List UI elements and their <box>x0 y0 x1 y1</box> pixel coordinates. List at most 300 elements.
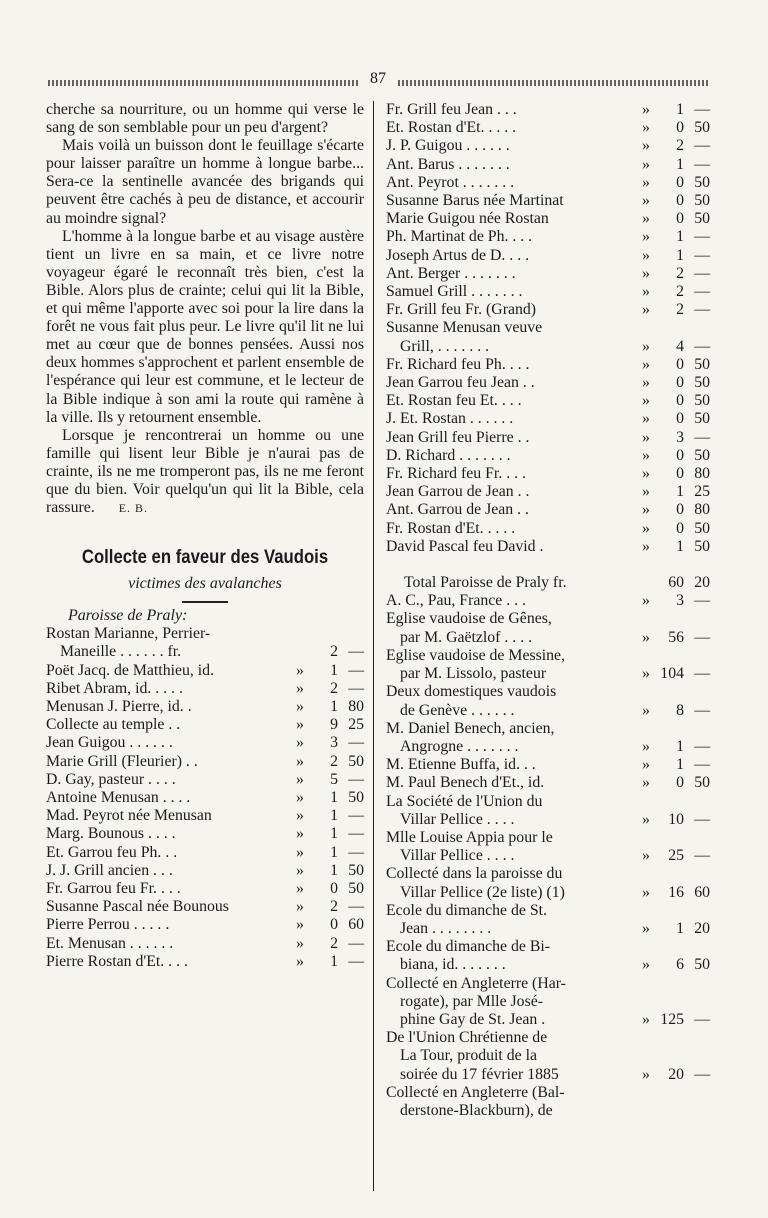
amount-centimes: 50 <box>348 752 364 770</box>
paragraph: L'homme à la longue barbe et au visage austère tient un livre en sa main, et ce livre notre voyageur égaré le reconnaît très bien, c'est la Bible. Alors plus de crainte; celui qui lit la Bible, et qui même l'apporte avec soi pour la lire dans la forêt ne vous fait plus peur. Le livre qu'il lit ne lui met au cœur que de bonnes pensées. Aussi nos deux hommes s'approchent et parlent ensemble de l'espérance qui leur est commune, et le lecteur de la Bible indique à son ami la route qui ramène à la ville. Ils y retournent ensemble. <box>46 227 364 426</box>
ditto-mark: » <box>296 880 304 897</box>
ditto-mark: » <box>296 825 304 843</box>
donor-name: J. J. Grill ancien . . . <box>46 861 173 879</box>
amount-centimes: — <box>694 246 710 264</box>
donor-name: A. C., Pau, France . . . <box>386 592 526 610</box>
donation-row <box>386 137 710 155</box>
ditto-mark: » <box>296 697 304 715</box>
donation-row <box>386 683 710 701</box>
donation-row <box>386 702 710 720</box>
donation-row <box>386 356 710 374</box>
amount-francs: 1 <box>676 246 684 264</box>
donation-row <box>386 829 710 847</box>
amount-centimes: — <box>348 661 364 679</box>
donor-name: De l'Union Chrétienne de <box>386 1029 548 1047</box>
donor-name: Maneille . . . . . . fr. <box>60 643 182 661</box>
donor-name: Et. Garrou feu Ph. . . <box>46 843 178 861</box>
ditto-mark: » <box>296 734 304 752</box>
amount-francs: 1 <box>676 919 684 937</box>
donor-name: Villar Pellice (2e liste) (1) <box>400 883 565 901</box>
paragraph: cherche sa nourriture, ou un homme qui verse le sang de son semblable pour un peu d'argent? <box>46 101 364 137</box>
amount-centimes: 25 <box>348 716 364 734</box>
amount-francs: 1 <box>330 807 338 825</box>
donation-row <box>386 410 710 428</box>
amount-francs: 3 <box>330 734 338 752</box>
ditto-mark: » <box>642 264 650 282</box>
ditto-mark: » <box>642 483 650 501</box>
page-header <box>48 70 708 94</box>
donor-name: phine Gay de St. Jean . <box>400 1010 546 1028</box>
ditto-mark: » <box>642 956 650 974</box>
donor-name: Susanne Barus née Martinat <box>386 192 564 210</box>
donation-row <box>386 592 710 610</box>
donor-name: Joseph Artus de D. . . . <box>386 246 530 264</box>
donation-row <box>46 825 364 843</box>
donor-name: Fr. Grill feu Fr. (Grand) <box>386 301 537 319</box>
amount-centimes: — <box>348 770 364 788</box>
donor-name: Jean . . . . . . . . <box>400 919 492 937</box>
amount-centimes: — <box>694 137 710 155</box>
amount-centimes: 50 <box>694 173 710 191</box>
donor-name: Marie Guigou née Rostan <box>386 210 549 228</box>
amount-francs: 25 <box>668 847 684 865</box>
donation-row <box>46 771 364 789</box>
amount-centimes: 50 <box>348 880 364 897</box>
ditto-mark: » <box>642 155 650 173</box>
amount-centimes: — <box>348 898 364 916</box>
donor-name: Marie Grill (Fleurier) . . <box>46 752 198 770</box>
donor-name: M. Paul Benech d'Et., id. <box>386 774 545 792</box>
amount-francs: 0 <box>676 501 684 519</box>
amount-francs: 2 <box>676 283 684 301</box>
donor-name: Collecté en Angleterre (Har- <box>386 974 566 992</box>
donation-row <box>386 429 710 447</box>
donation-row <box>386 392 710 410</box>
amount-centimes: 50 <box>694 210 710 228</box>
donation-row <box>386 793 710 811</box>
amount-centimes: 50 <box>694 192 710 210</box>
donor-name: Et. Rostan feu Et. . . . <box>386 392 522 410</box>
amount-centimes: — <box>694 228 710 246</box>
donor-name: M. Etienne Buffa, id. . . <box>386 756 536 774</box>
donor-name: Susanne Menusan veuve <box>386 319 543 337</box>
ditto-mark: » <box>642 283 650 301</box>
donation-row <box>46 898 364 916</box>
ditto-mark: » <box>642 192 650 210</box>
donor-name: Eglise vaudoise de Gênes, <box>386 610 552 628</box>
ditto-mark: » <box>296 752 304 770</box>
donor-name: Ecole du dimanche de Bi- <box>386 938 551 956</box>
ditto-mark: » <box>642 774 650 792</box>
amount-centimes: 50 <box>694 410 710 428</box>
amount-centimes: 50 <box>694 374 710 392</box>
donor-name: Mad. Peyrot née Menusan <box>46 807 212 825</box>
donation-row <box>46 734 364 752</box>
donation-row <box>46 716 364 734</box>
donation-row <box>386 156 710 174</box>
amount-centimes: 50 <box>694 392 710 410</box>
amount-centimes: 50 <box>694 446 710 464</box>
amount-centimes: 50 <box>348 788 364 806</box>
donor-name: Et. Rostan d'Et. . . . . <box>386 119 517 137</box>
article-text <box>46 101 364 517</box>
ditto-mark: » <box>296 916 304 934</box>
amount-francs: 2 <box>676 137 684 155</box>
donation-row <box>386 1102 710 1120</box>
donor-name: Rostan Marianne, Perrier- <box>46 625 211 643</box>
donor-name: Ant. Berger . . . . . . . <box>386 264 516 282</box>
left-column <box>46 101 364 971</box>
amount-centimes: — <box>694 1010 710 1028</box>
amount-centimes: — <box>694 301 710 319</box>
amount-francs: 4 <box>676 337 684 355</box>
ditto-mark: » <box>642 173 650 191</box>
amount-centimes: — <box>694 628 710 646</box>
donation-row <box>46 698 364 716</box>
amount-centimes: 80 <box>694 465 710 483</box>
paragraph <box>46 427 364 517</box>
amount-francs: 0 <box>676 374 684 392</box>
amount-centimes: 50 <box>694 537 710 555</box>
donor-name: Pierre Perrou . . . . . <box>46 916 170 934</box>
amount-francs: 0 <box>676 774 684 792</box>
amount-francs: 1 <box>676 228 684 246</box>
amount-francs: 0 <box>676 446 684 464</box>
amount-francs: 1 <box>330 843 338 861</box>
donor-name: Menusan J. Pierre, id. . <box>46 697 192 715</box>
donation-row <box>386 520 710 538</box>
ditto-mark: » <box>642 355 650 373</box>
donor-name: Grill, . . . . . . . <box>400 337 490 355</box>
ditto-mark: » <box>642 501 650 519</box>
amount-centimes: — <box>348 934 364 952</box>
parish-heading: Paroisse de Praly: <box>68 607 188 625</box>
amount-centimes: 80 <box>694 501 710 519</box>
amount-francs: 2 <box>676 301 684 319</box>
amount-francs: 0 <box>676 119 684 137</box>
amount-francs: 0 <box>676 519 684 537</box>
donation-row <box>386 1011 710 1029</box>
right-column <box>386 101 710 1120</box>
amount-centimes: — <box>348 843 364 861</box>
donor-name: La Tour, produit de la <box>400 1047 538 1065</box>
amount-francs: 9 <box>330 716 338 734</box>
ornament-rule-left <box>48 80 358 86</box>
donation-row <box>386 247 710 265</box>
ditto-mark: » <box>642 301 650 319</box>
section-title: Collecte en faveur des Vaudois <box>81 547 329 569</box>
amount-francs: 16 <box>668 883 684 901</box>
amount-francs: 0 <box>676 192 684 210</box>
donor-name: biana, id. . . . . . . <box>400 956 506 974</box>
donor-name: Villar Pellice . . . . <box>400 847 515 865</box>
ditto-mark: » <box>642 592 650 610</box>
donation-row <box>386 920 710 938</box>
amount-centimes: — <box>348 825 364 843</box>
ditto-mark: » <box>642 883 650 901</box>
donor-name: Collecté en Angleterre (Bal- <box>386 1083 565 1101</box>
donor-name: M. Daniel Benech, ancien, <box>386 719 555 737</box>
donor-name: J. Et. Rostan . . . . . . <box>386 410 514 428</box>
donor-name: Fr. Richard feu Ph. . . . <box>386 355 530 373</box>
amount-centimes: 60 <box>694 883 710 901</box>
donation-row <box>386 210 710 228</box>
amount-centimes: — <box>348 734 364 752</box>
donation-row <box>386 647 710 665</box>
donation-row <box>386 1047 710 1065</box>
donation-row <box>46 753 364 771</box>
donation-row <box>386 501 710 519</box>
amount-centimes: 50 <box>694 774 710 792</box>
donor-name: D. Richard . . . . . . . <box>386 446 511 464</box>
amount-francs: 56 <box>668 628 684 646</box>
donor-name: Antoine Menusan . . . . <box>46 788 191 806</box>
donor-name: Fr. Garrou feu Fr. . . . <box>46 880 181 897</box>
amount-centimes: — <box>694 737 710 755</box>
amount-francs: 6 <box>676 956 684 974</box>
amount-centimes: 50 <box>694 119 710 137</box>
donation-row <box>386 1029 710 1047</box>
donation-row <box>386 538 710 556</box>
donor-name: Ant. Peyrot . . . . . . . <box>386 173 515 191</box>
donation-row <box>386 865 710 883</box>
donation-row <box>386 101 710 119</box>
donation-row <box>386 610 710 628</box>
donor-name: Pierre Rostan d'Et. . . . <box>46 952 188 970</box>
amount-francs: 5 <box>330 770 338 788</box>
donor-name: Collecté dans la paroisse du <box>386 865 563 883</box>
donor-name: Angrogne . . . . . . . <box>400 737 519 755</box>
donor-name: Samuel Grill . . . . . . . <box>386 283 523 301</box>
amount-francs: 0 <box>330 880 338 897</box>
donation-row <box>46 625 364 643</box>
section-subtitle: victimes des avalanches <box>128 575 282 593</box>
donation-row <box>46 953 364 971</box>
donor-name: Ribet Abram, id. . . . . <box>46 679 183 697</box>
amount-centimes: — <box>694 1065 710 1083</box>
ditto-mark: » <box>296 861 304 879</box>
ditto-mark: » <box>296 843 304 861</box>
donation-row <box>386 338 710 356</box>
ditto-mark: » <box>642 465 650 483</box>
donor-name: Ecole du dimanche de St. <box>386 901 547 919</box>
amount-francs: 0 <box>676 410 684 428</box>
amount-francs: 1 <box>330 825 338 843</box>
amount-francs: 0 <box>676 173 684 191</box>
paragraph: Mais voilà un buisson dont le feuillage s'écarte pour laisser paraître un homme à longue barbe... Sera-ce la sentinelle avancée des brigands qui peuvent être cachés à peu de distance, et accourir au moindre signal? <box>46 137 364 227</box>
donor-name: Fr. Grill feu Jean . . . <box>386 101 517 118</box>
ditto-mark: » <box>642 446 650 464</box>
amount-centimes: 50 <box>694 355 710 373</box>
amount-centimes: 50 <box>694 519 710 537</box>
amount-francs: 2 <box>330 752 338 770</box>
donation-row <box>386 119 710 137</box>
amount-centimes: 20 <box>694 919 710 937</box>
ditto-mark: » <box>296 788 304 806</box>
amount-francs: 1 <box>676 483 684 501</box>
donation-row <box>386 756 710 774</box>
amount-francs: 125 <box>660 1010 684 1028</box>
amount-centimes: 20 <box>694 574 710 592</box>
donor-name: de Genève . . . . . . <box>400 701 515 719</box>
title-rule <box>182 601 228 603</box>
donor-name: David Pascal feu David . <box>386 537 544 555</box>
ditto-mark: » <box>642 919 650 937</box>
donor-name: Susanne Pascal née Bounous <box>46 898 229 916</box>
donor-name: Jean Grill feu Pierre . . <box>386 428 530 446</box>
column-divider <box>373 101 374 1191</box>
amount-francs: 0 <box>676 392 684 410</box>
donation-row <box>46 643 364 661</box>
donation-row <box>386 993 710 1011</box>
ditto-mark: » <box>642 1010 650 1028</box>
ditto-mark: » <box>642 119 650 137</box>
ditto-mark: » <box>642 701 650 719</box>
ditto-mark: » <box>642 756 650 774</box>
amount-francs: 2 <box>330 679 338 697</box>
amount-francs: 2 <box>676 264 684 282</box>
amount-francs: 2 <box>330 643 338 661</box>
donation-row <box>386 956 710 974</box>
list-spacer <box>386 556 710 574</box>
donation-row <box>386 319 710 337</box>
donor-name: Deux domestiques vaudois <box>386 683 557 701</box>
donor-name: derstone-Blackburn), de <box>400 1101 553 1119</box>
amount-francs: 2 <box>330 898 338 916</box>
ditto-mark: » <box>296 952 304 970</box>
donor-name: Eglise vaudoise de Messine, <box>386 646 565 664</box>
amount-francs: 20 <box>668 1065 684 1083</box>
amount-francs: 1 <box>330 661 338 679</box>
amount-francs: 1 <box>676 737 684 755</box>
donor-name: Collecte au temple . . <box>46 716 181 734</box>
ditto-mark: » <box>642 737 650 755</box>
amount-francs: 60 <box>668 574 684 592</box>
ditto-mark: » <box>642 810 650 828</box>
donor-name: Fr. Rostan d'Et. . . . . <box>386 519 516 537</box>
amount-centimes: — <box>694 428 710 446</box>
ditto-mark: » <box>642 392 650 410</box>
donation-row <box>386 228 710 246</box>
donation-row <box>386 938 710 956</box>
amount-centimes: — <box>694 756 710 774</box>
donation-row <box>386 1084 710 1102</box>
page-number: 87 <box>366 70 390 88</box>
ditto-mark: » <box>642 374 650 392</box>
ditto-mark: » <box>642 428 650 446</box>
donation-row <box>46 862 364 880</box>
donation-row <box>46 680 364 698</box>
amount-francs: 1 <box>330 861 338 879</box>
donation-list-left <box>46 625 364 971</box>
donor-name: rogate), par Mlle José- <box>400 992 543 1010</box>
donor-name: D. Gay, pasteur . . . . <box>46 770 176 788</box>
donor-name: Mlle Louise Appia pour le <box>386 828 553 846</box>
donation-row <box>386 465 710 483</box>
amount-francs: 1 <box>676 756 684 774</box>
amount-centimes: — <box>694 665 710 683</box>
ditto-mark: » <box>642 228 650 246</box>
amount-francs: 0 <box>330 916 338 934</box>
amount-centimes: — <box>694 283 710 301</box>
amount-centimes: — <box>694 592 710 610</box>
donor-name: Ph. Martinat de Ph. . . . <box>386 228 533 246</box>
ditto-mark: » <box>642 519 650 537</box>
amount-francs: 3 <box>676 592 684 610</box>
ditto-mark: » <box>642 847 650 865</box>
donation-row <box>386 447 710 465</box>
amount-centimes: 80 <box>348 697 364 715</box>
donation-row <box>46 789 364 807</box>
donation-row <box>386 301 710 319</box>
donation-row <box>386 483 710 501</box>
donor-name: Jean Garrou de Jean . . <box>386 483 530 501</box>
amount-francs: 0 <box>676 465 684 483</box>
amount-centimes: — <box>694 101 710 118</box>
amount-francs: 10 <box>668 810 684 828</box>
ditto-mark: » <box>296 716 304 734</box>
donor-name: Ant. Barus . . . . . . . <box>386 155 510 173</box>
donor-name: par M. Gaëtzlof . . . . <box>400 628 533 646</box>
ornament-rule-right <box>398 80 708 86</box>
donation-row <box>386 738 710 756</box>
donation-row <box>46 844 364 862</box>
ditto-mark: » <box>642 337 650 355</box>
donor-name: Total Paroisse de Praly fr. <box>404 574 567 592</box>
amount-francs: 0 <box>676 210 684 228</box>
donor-name: Jean Garrou feu Jean . . <box>386 374 535 392</box>
donation-row <box>46 916 364 934</box>
donor-name: Et. Menusan . . . . . . <box>46 934 174 952</box>
ditto-mark: » <box>296 898 304 916</box>
ditto-mark: » <box>642 537 650 555</box>
donor-name: Marg. Bounous . . . . <box>46 825 176 843</box>
ditto-mark: » <box>642 101 650 118</box>
donation-row <box>46 880 364 898</box>
amount-francs: 1 <box>330 697 338 715</box>
donor-name: Poët Jacq. de Matthieu, id. <box>46 661 215 679</box>
amount-francs: 2 <box>330 934 338 952</box>
donation-row <box>46 662 364 680</box>
paragraph-text: Lorsque je rencontrerai un homme ou une famille qui lisent leur Bible je n'aurai pas de crainte, ils ne me tromperont pas, ils ne me feront que du bien. Voir quelqu'un qui lit la Bible, cela rassure. <box>46 426 364 517</box>
amount-centimes: — <box>694 155 710 173</box>
donation-row <box>386 665 710 683</box>
amount-centimes: — <box>348 679 364 697</box>
donor-name: Villar Pellice . . . . <box>400 810 515 828</box>
donation-row <box>386 774 710 792</box>
ditto-mark: » <box>296 679 304 697</box>
amount-francs: 1 <box>330 952 338 970</box>
ditto-mark: » <box>642 1065 650 1083</box>
donation-row <box>386 192 710 210</box>
donor-name: par M. Lissolo, pasteur <box>400 665 547 683</box>
ditto-mark: » <box>296 661 304 679</box>
total-row <box>386 574 710 592</box>
amount-centimes: — <box>348 643 364 661</box>
donor-name: La Société de l'Union du <box>386 792 543 810</box>
amount-centimes: — <box>694 847 710 865</box>
donor-name: Ant. Garrou de Jean . . <box>386 501 530 519</box>
amount-centimes: — <box>348 807 364 825</box>
ditto-mark: » <box>296 934 304 952</box>
ditto-mark: » <box>642 210 650 228</box>
donor-name: soirée du 17 février 1885 <box>400 1065 559 1083</box>
amount-francs: 0 <box>676 355 684 373</box>
amount-centimes: 60 <box>348 916 364 934</box>
amount-centimes: — <box>694 264 710 282</box>
amount-centimes: — <box>694 810 710 828</box>
donation-list-right <box>386 101 710 1120</box>
